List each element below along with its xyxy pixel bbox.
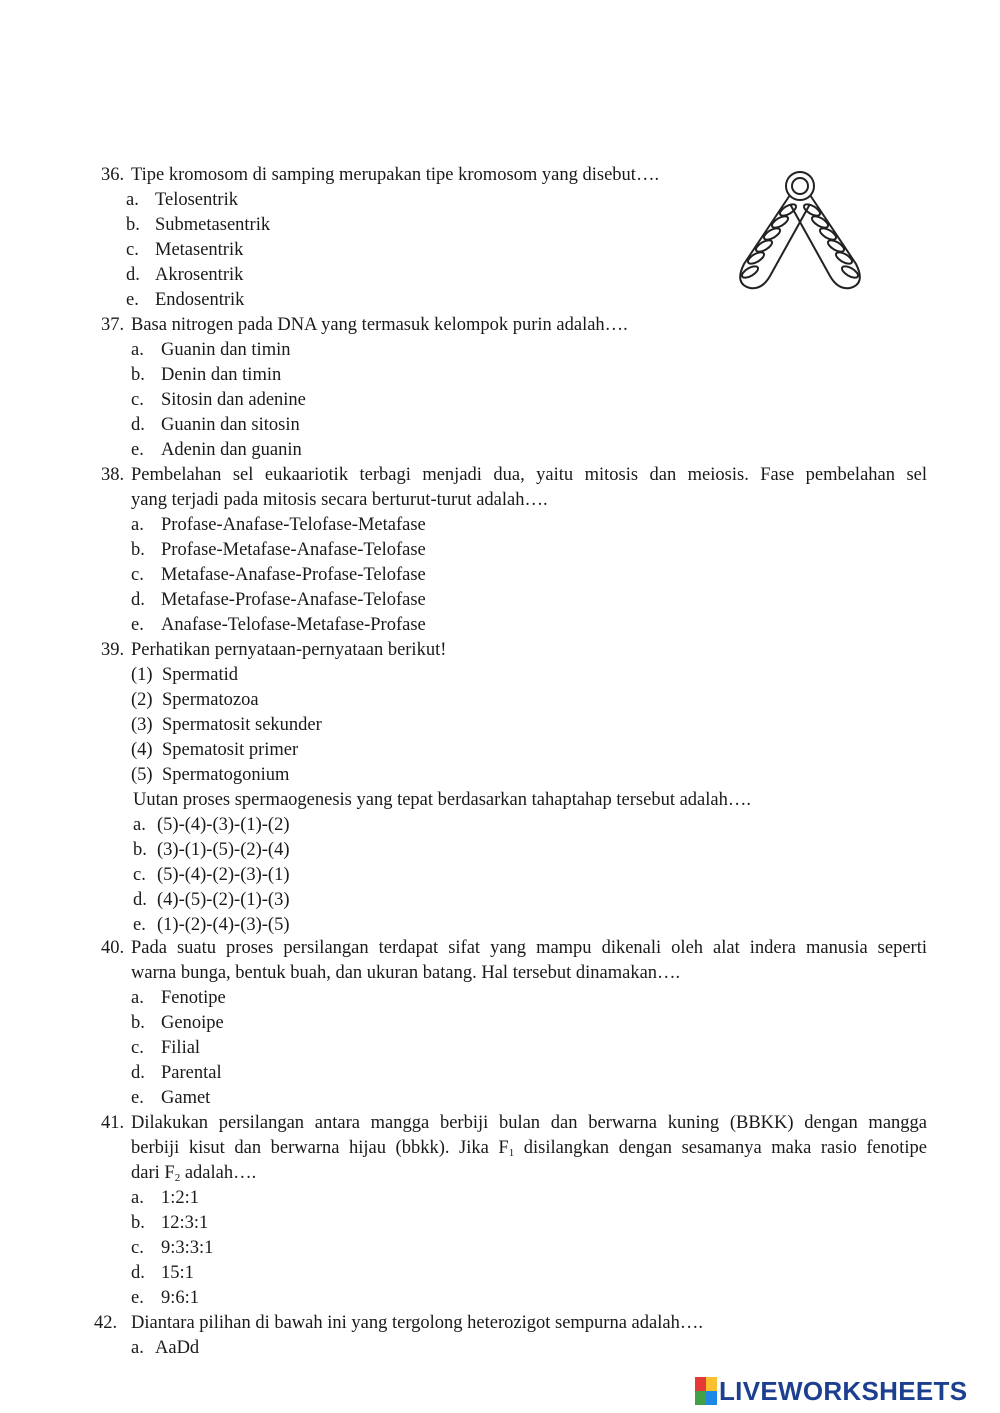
option-letter: d. bbox=[131, 1263, 145, 1283]
option-text[interactable]: AaDd bbox=[155, 1338, 200, 1358]
option-text[interactable]: Metafase-Anafase-Profase-Telofase bbox=[161, 565, 426, 585]
option-text[interactable]: (4)-(5)-(2)-(1)-(3) bbox=[157, 890, 290, 910]
statement-label: (2) bbox=[131, 690, 153, 710]
statement-label: (1) bbox=[131, 665, 153, 685]
option-text[interactable]: Akrosentrik bbox=[155, 265, 244, 285]
option-letter: d. bbox=[126, 265, 140, 285]
logo-text: LIVEWORKSHEETS bbox=[719, 1375, 968, 1406]
question-text: Basa nitrogen pada DNA yang termasuk kelompok purin adalah…. bbox=[131, 315, 628, 335]
statement-label: (3) bbox=[131, 715, 153, 735]
chromosome-diagram bbox=[730, 168, 870, 298]
question-number: 37. bbox=[101, 315, 125, 335]
option-text[interactable]: Submetasentrik bbox=[155, 215, 271, 235]
option-letter: b. bbox=[131, 1013, 145, 1033]
option-letter: e. bbox=[133, 915, 146, 935]
option-text[interactable]: Guanin dan timin bbox=[161, 340, 291, 360]
question-number: 42. bbox=[94, 1313, 118, 1333]
question-text: Diantara pilihan di bawah ini yang tergolong heterozigot sempurna adalah…. bbox=[131, 1313, 703, 1333]
option-letter: d. bbox=[131, 590, 145, 610]
statement-text: Spermatosit sekunder bbox=[162, 715, 322, 735]
option-text[interactable]: Anafase-Telofase-Metafase-Profase bbox=[161, 615, 426, 635]
option-text[interactable]: (1)-(2)-(4)-(3)-(5) bbox=[157, 915, 290, 935]
option-letter: d. bbox=[131, 415, 145, 435]
question-text: Pembelahan sel eukaariotik terbagi menjadi dua, yaitu mitosis dan meiosis. Fase pembelahan sel bbox=[131, 465, 927, 485]
option-letter: e. bbox=[131, 615, 144, 635]
question-text: Pada suatu proses persilangan terdapat sifat yang mampu dikenali oleh alat indera manusia seperti bbox=[131, 938, 927, 958]
option-letter: e. bbox=[131, 1288, 144, 1308]
option-text[interactable]: Gamet bbox=[161, 1088, 211, 1108]
question-prompt: Uutan proses spermaogenesis yang tepat berdasarkan tahaptahap tersebut adalah…. bbox=[133, 790, 751, 810]
option-letter: c. bbox=[126, 240, 139, 260]
option-text[interactable]: Sitosin dan adenine bbox=[161, 390, 306, 410]
option-text[interactable]: Fenotipe bbox=[161, 988, 226, 1008]
option-text[interactable]: 9:6:1 bbox=[161, 1288, 200, 1308]
option-letter: a. bbox=[131, 515, 144, 535]
question-text: Perhatikan pernyataan-pernyataan berikut! bbox=[131, 640, 447, 660]
option-letter: a. bbox=[131, 340, 144, 360]
question-text: dari $F_2$ adalah…. bbox=[131, 1163, 257, 1184]
option-letter: c. bbox=[131, 390, 144, 410]
option-text[interactable]: Metasentrik bbox=[155, 240, 244, 260]
logo-mark-icon bbox=[695, 1377, 717, 1405]
option-letter: c. bbox=[131, 565, 144, 585]
option-letter: a. bbox=[131, 1338, 144, 1358]
question-text: Tipe kromosom di samping merupakan tipe kromosom yang disebut…. bbox=[131, 165, 660, 185]
option-text[interactable]: Filial bbox=[161, 1038, 201, 1058]
option-letter: b. bbox=[131, 1213, 145, 1233]
statement-text: Spermatid bbox=[162, 665, 239, 685]
option-letter: b. bbox=[131, 365, 145, 385]
option-text[interactable]: 12:3:1 bbox=[161, 1213, 209, 1233]
option-text[interactable]: Endosentrik bbox=[155, 290, 245, 310]
option-text[interactable]: Telosentrik bbox=[155, 190, 238, 210]
liveworksheets-logo[interactable] bbox=[695, 1375, 967, 1407]
statement-label: (5) bbox=[131, 765, 153, 785]
option-text[interactable]: (5)-(4)-(2)-(3)-(1) bbox=[157, 865, 290, 885]
option-letter: d. bbox=[131, 1063, 145, 1083]
option-letter: c. bbox=[131, 1038, 144, 1058]
option-text[interactable]: (5)-(4)-(3)-(1)-(2) bbox=[157, 815, 290, 835]
option-letter: c. bbox=[131, 1238, 144, 1258]
option-text[interactable]: Genoipe bbox=[161, 1013, 224, 1033]
question-number: 39. bbox=[101, 640, 125, 660]
question-number: 40. bbox=[101, 938, 125, 958]
option-letter: a. bbox=[131, 988, 144, 1008]
question-text: warna bunga, bentuk buah, dan ukuran batang. Hal tersebut dinamakan…. bbox=[131, 963, 681, 983]
option-letter: b. bbox=[126, 215, 140, 235]
question-text: Dilakukan persilangan antara mangga berbiji bulan dan berwarna kuning (BBKK) dengan mangga bbox=[131, 1113, 927, 1133]
option-text[interactable]: Adenin dan guanin bbox=[161, 440, 302, 460]
option-letter: e. bbox=[131, 1088, 144, 1108]
option-text[interactable]: Parental bbox=[161, 1063, 222, 1083]
option-text[interactable]: (3)-(1)-(5)-(2)-(4) bbox=[157, 840, 290, 860]
option-text[interactable]: 1:2:1 bbox=[161, 1188, 200, 1208]
option-text[interactable]: Profase-Metafase-Anafase-Telofase bbox=[161, 540, 426, 560]
option-text[interactable]: 9:3:3:1 bbox=[161, 1238, 214, 1258]
statement-text: Spematosit primer bbox=[162, 740, 299, 760]
question-number: 38. bbox=[101, 465, 125, 485]
option-letter: c. bbox=[133, 865, 146, 885]
option-letter: d. bbox=[133, 890, 147, 910]
option-letter: a. bbox=[126, 190, 139, 210]
option-text[interactable]: Denin dan timin bbox=[161, 365, 282, 385]
question-text: yang terjadi pada mitosis secara berturut-turut adalah…. bbox=[131, 490, 548, 510]
statement-text: Spermatogonium bbox=[162, 765, 290, 785]
option-text[interactable]: Metafase-Profase-Anafase-Telofase bbox=[161, 590, 426, 610]
question-number: 41. bbox=[101, 1113, 125, 1133]
option-letter: b. bbox=[133, 840, 147, 860]
option-text[interactable]: Profase-Anafase-Telofase-Metafase bbox=[161, 515, 426, 535]
option-letter: b. bbox=[131, 540, 145, 560]
option-letter: a. bbox=[131, 1188, 144, 1208]
statement-text: Spermatozoa bbox=[162, 690, 259, 710]
option-letter: e. bbox=[126, 290, 139, 310]
option-text[interactable]: 15:1 bbox=[161, 1263, 194, 1283]
question-number: 36. bbox=[101, 165, 125, 185]
option-text[interactable]: Guanin dan sitosin bbox=[161, 415, 300, 435]
statement-label: (4) bbox=[131, 740, 153, 760]
question-text: berbiji kisut dan berwarna hijau (bbkk). Jika $F_1$ disilangkan dengan sesamanya maka rasio fenotipe bbox=[131, 1138, 928, 1159]
option-letter: e. bbox=[131, 440, 144, 460]
option-letter: a. bbox=[133, 815, 146, 835]
